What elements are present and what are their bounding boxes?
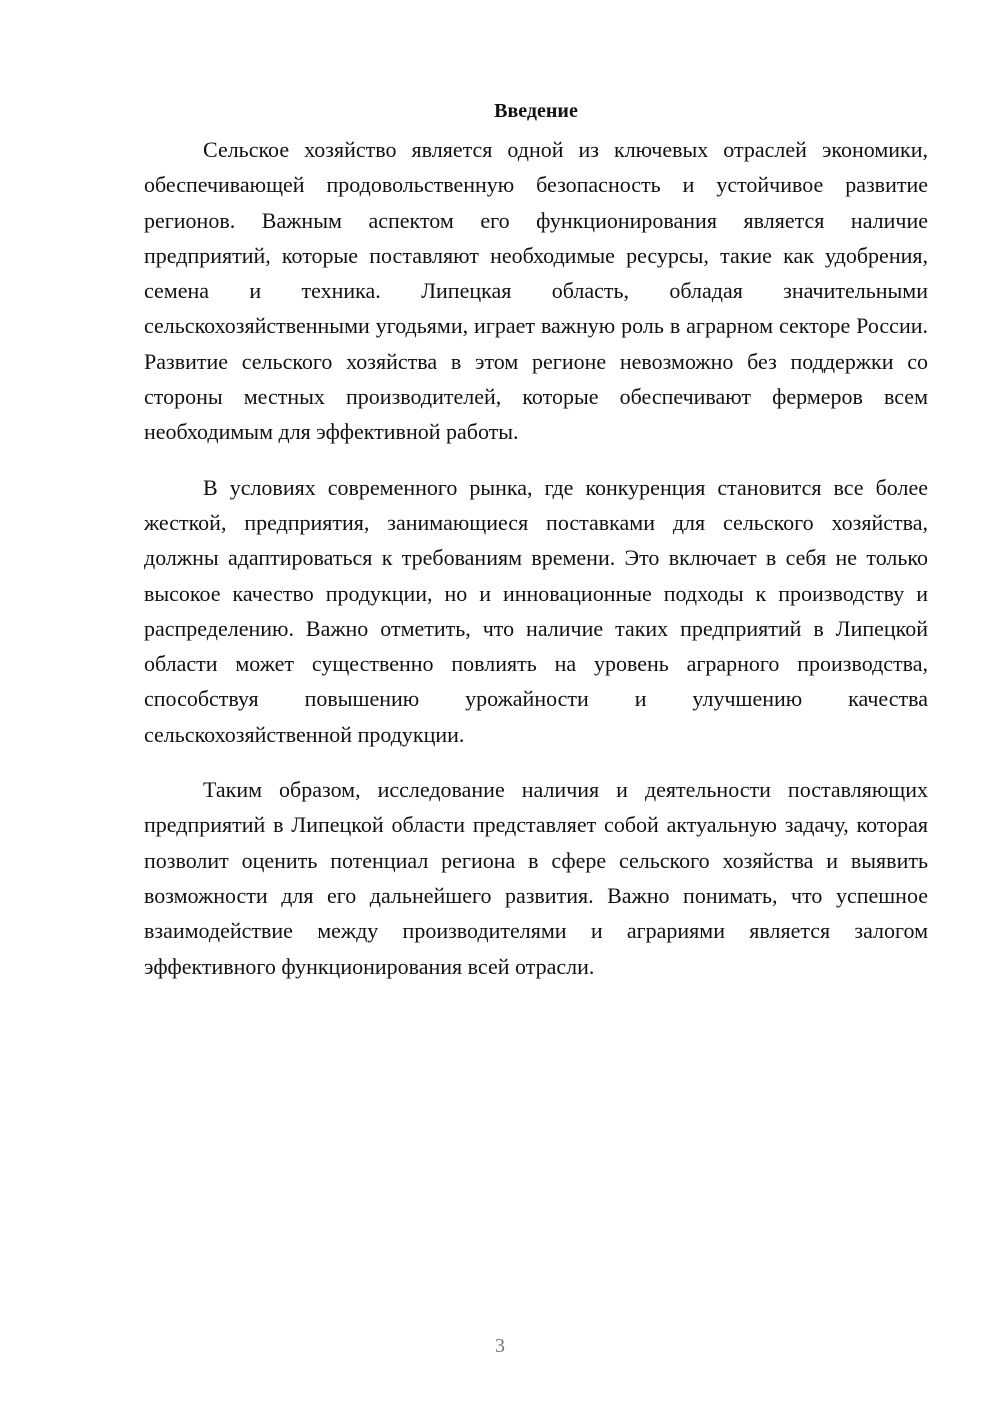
page-content xyxy=(144,96,928,984)
section-title: Введение xyxy=(494,100,578,122)
paragraph-2: В условиях современного рынка, где конкуренция становится все более жесткой, предприятия, занимающиеся поставками для сельского хозяйства, должны адаптироваться к требованиям времени. Это включает в себя не только высокое качество продукции, но и инновационные подходы к производству и распределению. Важно отметить, что наличие таких предприятий в Липецкой области может существенно повлиять на уровень аграрного производства, способствуя повышению урожайности и улучшению качества сельскохозяйственной продукции. xyxy=(144,474,928,747)
paragraph-3: Таким образом, исследование наличия и деятельности поставляющих предприятий в Липецкой области представляет собой актуальную задачу, которая позволит оценить потенциал региона в сфере сельского хозяйства и выявить возможности для его дальнейшего развития. Важно понимать, что успешное взаимодействие между производителями и аграриями является залогом эффективного функционирования всей отрасли. xyxy=(144,777,928,979)
paragraph-1: Сельское хозяйство является одной из ключевых отраслей экономики, обеспечивающей продовольственную безопасность и устойчивое развитие регионов. Важным аспектом его функционирования является наличие предприятий, которые поставляют необходимые ресурсы, такие как удобрения, семена и техника. Липецкая область, обладая значительными сельскохозяйственными угодьями, играет важную роль в аграрном секторе России. Развитие сельского хозяйства в этом регионе невозможно без поддержки со стороны местных производителей, которые обеспечивают фермеров всем необходимым для эффективной работы. xyxy=(144,137,928,445)
page-number: 3 xyxy=(495,1335,505,1357)
